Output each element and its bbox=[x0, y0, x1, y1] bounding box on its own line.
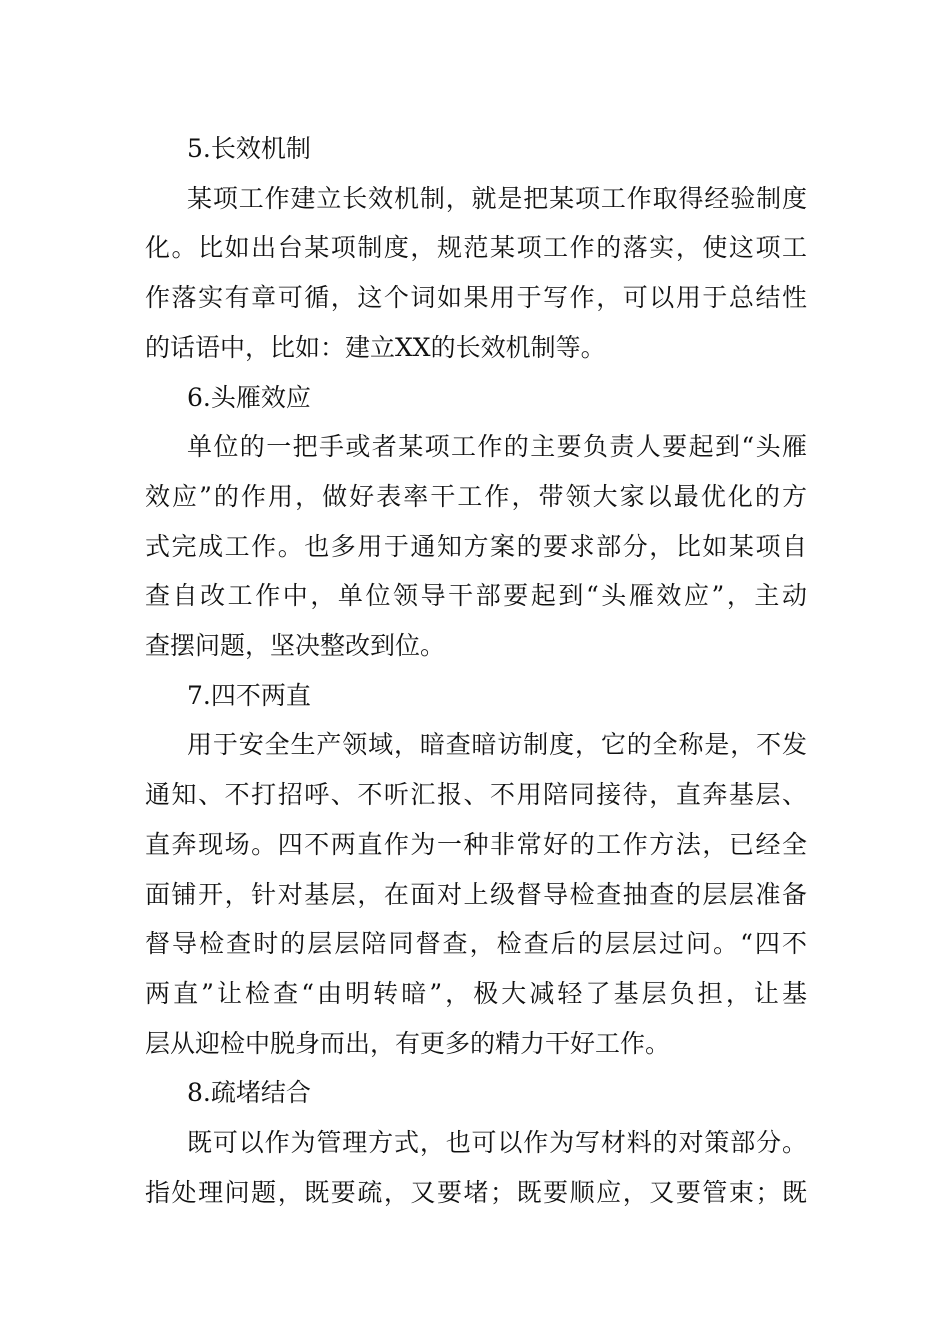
section-paragraph bbox=[145, 720, 807, 1068]
paragraph-line: 直奔现场。四不两直作为一种非常好的工作方法，已经全 bbox=[145, 829, 807, 859]
paragraph-line: 某项工作建立长效机制，就是把某项工作取得经验制度 bbox=[187, 183, 807, 213]
section-long-term-mechanism bbox=[145, 124, 807, 373]
paragraph-line: 通知、不打招呼、不听汇报、不用陪同接待，直奔基层、 bbox=[145, 780, 807, 810]
paragraph-line: 用于安全生产领域，暗查暗访制度，它的全称是，不发 bbox=[187, 730, 807, 760]
section-paragraph bbox=[145, 1118, 807, 1217]
paragraph-line: 式完成工作。也多用于通知方案的要求部分，比如某项自 bbox=[145, 531, 807, 561]
document-body bbox=[145, 124, 807, 1217]
paragraph-line: 督导检查时的层层陪同督查，检查后的层层过问。“四不 bbox=[145, 929, 807, 959]
paragraph-line: 查摆问题，坚决整改到位。 bbox=[145, 631, 446, 661]
section-heading: 7.四不两直 bbox=[187, 680, 311, 710]
section-heading: 8.疏堵结合 bbox=[187, 1078, 311, 1108]
paragraph-line: 作落实有章可循，这个词如果用于写作，可以用于总结性 bbox=[145, 283, 807, 313]
section-guide-and-block bbox=[145, 1068, 807, 1217]
paragraph-line: 单位的一把手或者某项工作的主要负责人要起到“头雁 bbox=[187, 432, 807, 462]
paragraph-line: 化。比如出台某项制度，规范某项工作的落实，使这项工 bbox=[145, 233, 807, 263]
section-four-nots-two-directs bbox=[145, 671, 807, 1069]
paragraph-line: 层从迎检中脱身而出，有更多的精力干好工作。 bbox=[145, 1028, 671, 1058]
section-lead-goose-effect bbox=[145, 373, 807, 671]
paragraph-line: 面铺开，针对基层，在面对上级督导检查抽查的层层准备 bbox=[145, 879, 807, 909]
section-heading: 5.长效机制 bbox=[187, 134, 311, 163]
paragraph-line: 既可以作为管理方式，也可以作为写材料的对策部分。 bbox=[187, 1128, 807, 1158]
section-paragraph bbox=[145, 422, 807, 671]
paragraph-line: 效应”的作用，做好表率干工作，带领大家以最优化的方 bbox=[145, 481, 807, 511]
paragraph-line: 两直”让检查“由明转暗”，极大减轻了基层负担，让基 bbox=[145, 978, 807, 1008]
paragraph-line: 的话语中，比如：建立XX的长效机制等。 bbox=[145, 332, 606, 362]
paragraph-line: 查自改工作中，单位领导干部要起到“头雁效应”，主动 bbox=[145, 581, 807, 611]
section-paragraph bbox=[145, 174, 807, 373]
paragraph-line: 指处理问题，既要疏，又要堵；既要顺应，又要管束；既 bbox=[145, 1177, 807, 1207]
section-heading: 6.头雁效应 bbox=[187, 382, 311, 412]
